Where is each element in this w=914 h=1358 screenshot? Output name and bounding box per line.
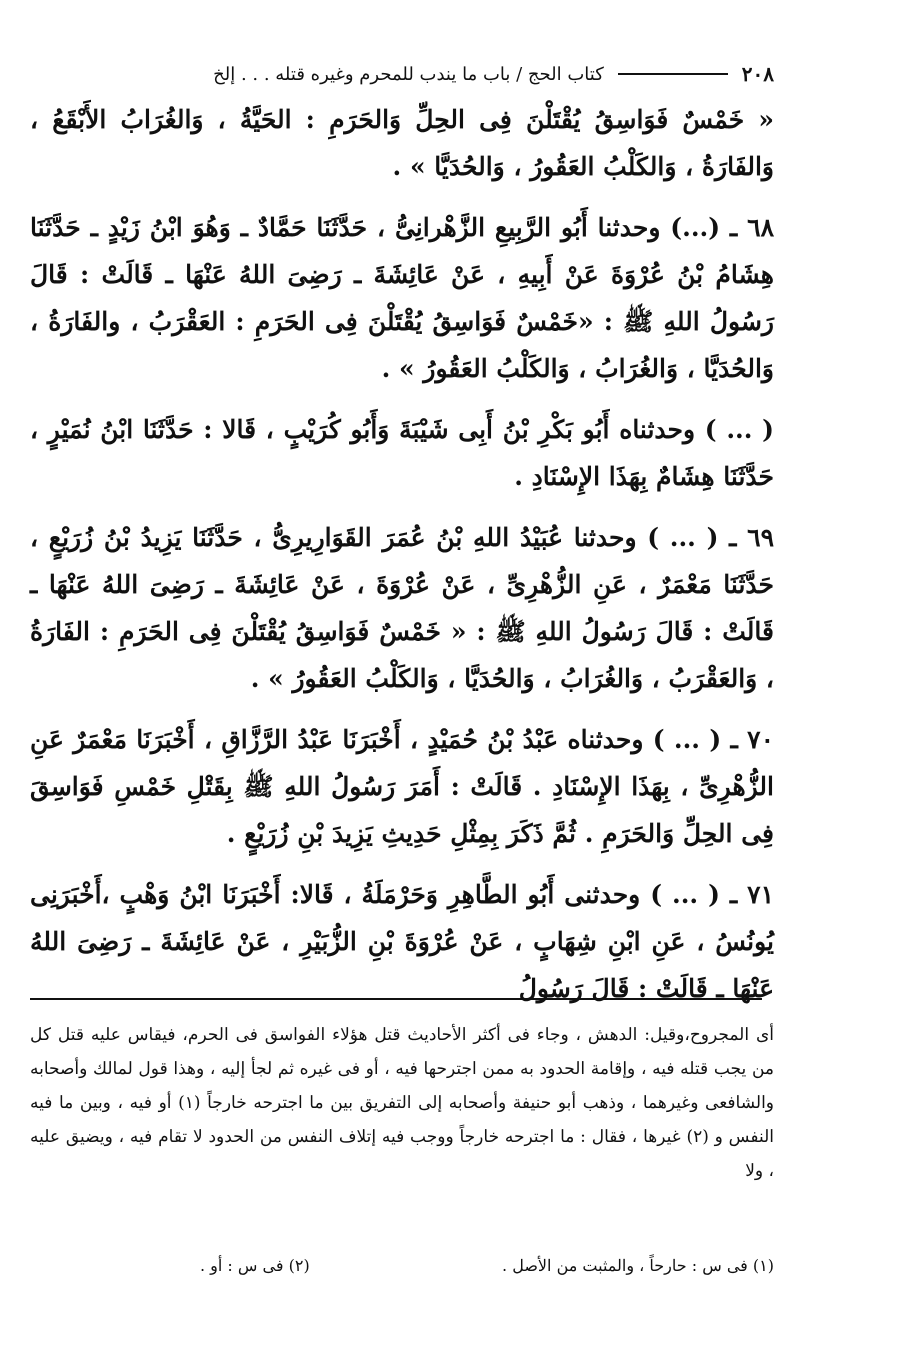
commentary-text: أى المجروح،وقيل: الدهش ، وجاء فى أكثر الأحاديث قتل هؤلاء الفواسق فى الحرم، فيقاس عليه قتل كل من يجب قتله فيه ، وإقامة الحدود به ممن اجترحها فيه ، أو فى غيره ثم لجأ إليه ، وهذا قول لمالك وأصحابه والشافعى وغيرهما ، وذهب أبو حنيفة وأصحابه إلى التفريق بين ما اجترحه خارجاً (١) أو فيه ، وبين ما فيه النفس و (٢) غيرها ، فقال : ما اجترحه خارجاً ووجب فيه إتلاف النفس من الحدود لا تقام فيه ، ويضيق عليه ، ولا <box>30 1025 775 1181</box>
header-rule <box>618 73 728 75</box>
running-header <box>30 56 774 92</box>
hadith-69: ٦٩ ـ ( ... ) وحدثنا عُبَيْدُ اللهِ بْنُ عُمَرَ القَوَارِيرِىُّ ، حَدَّثَنَا يَزِيدُ بْنُ زُرَيْعٍ ، حَدَّثَنَا مَعْمَرٌ ، عَنِ الزُّهْرِىِّ ، عَنْ عُرْوَةَ ، عَنْ عَائِشَةَ ـ رَضِىَ اللهُ عَنْهَا ـ قَالَتْ : قَالَ رَسُولُ اللهِ ﷺ : « خَمْسٌ فَوَاسِقُ يُقْتَلْنَ فِى الحَرَمِ : الفَارَةُ ، وَالعَقْرَبُ ، وَالغُرَابُ ، وَالحُدَيَّا ، وَالكَلْبُ العَقُورُ » . <box>30 523 774 693</box>
footnote-2: (٢) فى س : أو . <box>200 1256 310 1275</box>
hadith-71: ٧١ ـ ( ... ) وحدثنى أَبُو الطَّاهِرِ وَحَرْمَلَةُ ، قَالا: أَخْبَرَنَا ابْنُ وَهْبٍ ،أَخْبَرَنِى يُونُسُ ، عَنِ ابْنِ شِهَابٍ ، عَنْ عُرْوَةَ بْنِ الزُّبَيْرِ ، عَنْ عَائِشَةَ ـ رَضِىَ اللهُ عَنْهَا ـ قَالَتْ : قَالَ رَسُولُ <box>30 880 774 1003</box>
page <box>30 56 774 1026</box>
footnotes <box>200 1256 774 1275</box>
commentary-block <box>30 1018 774 1188</box>
page-number: ٢٠٨ <box>741 62 774 86</box>
footnote-separator <box>30 998 762 1000</box>
paragraph: « خَمْسٌ فَوَاسِقُ يُقْتَلْنَ فِى الحِلِّ وَالحَرَمِ : الحَيَّةُ ، وَالغُرَابُ الأَبْقَعُ ، وَالفَارَةُ ، وَالكَلْبُ العَقُورُ ، وَالحُدَيَّا » . <box>30 105 774 181</box>
footnote-1: (١) فى س : حارحاً ، والمثبت من الأصل . <box>502 1256 774 1275</box>
hadith-68-variant: ( ... ) وحدثناه أَبُو بَكْرِ بْنُ أَبِى شَيْبَةَ وَأَبُو كُرَيْبٍ ، قَالا : حَدَّثَنَا ابْنُ نُمَيْرٍ ، حَدَّثَنَا هِشَامٌ بِهَذَا الإِسْنَادِ . <box>30 415 774 491</box>
running-title: كتاب الحج / باب ما يندب للمحرم وغيره قتله . . . إلخ <box>213 63 604 85</box>
main-text <box>30 96 774 1012</box>
hadith-68: ٦٨ ـ (...) وحدثنا أَبُو الرَّبِيعِ الزَّهْرانِىُّ ، حَدَّثَنَا حَمَّادٌ ـ وَهُوَ ابْنُ زَيْدٍ ـ حَدَّثَنَا هِشَامُ بْنُ عُرْوَةَ عَنْ أَبِيهِ ، عَنْ عَائِشَةَ ـ رَضِىَ اللهُ عَنْهَا ـ قَالَتْ : قَالَ رَسُولُ اللهِ ﷺ : «خَمْسٌ فَوَاسِقُ يُقْتَلْنَ فِى الحَرَمِ : العَقْرَبُ ، والفَارَةُ ، وَالحُدَيَّا ، وَالغُرَابُ ، وَالكَلْبُ العَقُورُ » . <box>30 213 774 383</box>
hadith-70: ٧٠ ـ ( ... ) وحدثناه عَبْدُ بْنُ حُمَيْدٍ ، أَخْبَرَنَا عَبْدُ الرَّزَّاقِ ، أَخْبَرَنَا مَعْمَرٌ عَنِ الزُّهْرِىِّ ، بِهَذَا الإِسْنَادِ . قَالَتْ : أَمَرَ رَسُولُ اللهِ ﷺ بِقَتْلِ خَمْسِ فَوَاسِقَ فِى الحِلِّ وَالحَرَمِ . ثُمَّ ذَكَرَ بِمِثْلِ حَدِيثِ يَزِيدَ بْنِ زُرَيْعٍ . <box>30 725 774 848</box>
